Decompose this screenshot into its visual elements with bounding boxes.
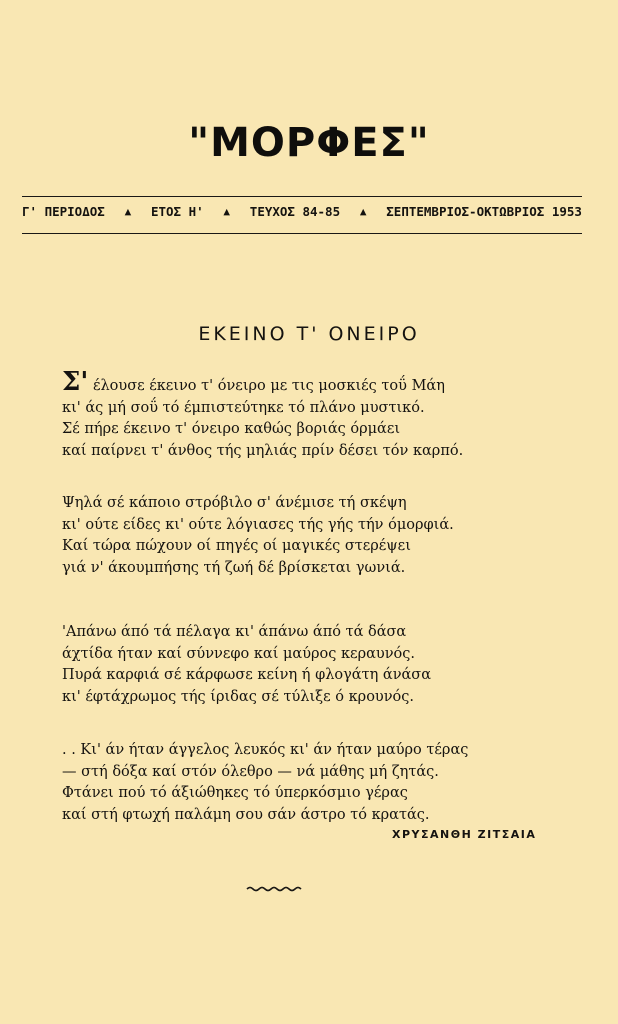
poem-line: Ψηλά σέ κάποιο στρόβιλο σ' άνέμισε τή σκέψη <box>62 495 407 511</box>
poem-line: Φτάνει πού τό άξιώθηκες τό ύπερκόσμιο γέρας <box>62 785 408 801</box>
triangle-separator-icon: ▲ <box>124 205 132 218</box>
poem-line-text: έλουσε έκεινο τ' όνειρο με τις μοσκιές τοΰ Μάη <box>92 378 445 394</box>
drop-cap: Σ' <box>62 367 89 397</box>
triangle-separator-icon: ▲ <box>359 205 367 218</box>
wave-divider-icon <box>246 884 304 894</box>
poem-line: κι' άς μή σοΰ τό έμπιστεύτηκε τό πλάνο μυστικό. <box>62 399 425 416</box>
poem-stanza-1 <box>62 367 464 462</box>
poem-line: κι' ούτε είδες κι' ούτε λόγιασες τής γής τήν όμορφιά. <box>62 516 454 533</box>
issue-date: ΣΕΠΤΕΜΒΡΙΟΣ-ΟΚΤΩΒΡΙΟΣ 1953 <box>386 204 582 219</box>
poem-line: κι' έφτάχρωμος τής ίριδας σέ τύλιξε ό κρουνός. <box>62 688 415 705</box>
header-rule-bottom <box>22 233 582 234</box>
issue-year: ΕΤΟΣ Η' <box>150 204 204 219</box>
header-rule-top <box>22 196 582 197</box>
poem-line: . . Κι' άν ήταν άγγελος λευκός κι' άν ήταν μαύρο τέρας <box>62 742 469 758</box>
poem-line: — στή δόξα καί στόν όλεθρο — νά μάθης μή ζητάς. <box>62 763 439 780</box>
triangle-separator-icon: ▲ <box>223 205 231 218</box>
poem-line: άχτίδα ήταν καί σύννεφο καί μαύρος κεραυνός. <box>62 645 415 662</box>
poem-line <box>62 367 463 398</box>
poem-title: ΕΚΕΙΝΟ Τ' ΟΝΕΙΡΟ <box>198 323 420 345</box>
poem-line: Πυρά καρφιά σέ κάρφωσε κείνη ή φλογάτη άνάσα <box>62 667 431 683</box>
issue-number: ΤΕΥΧΟΣ 84-85 <box>249 204 341 219</box>
poem-stanza-2 <box>62 493 454 579</box>
poem-line: Καί τώρα πώχουν οί πηγές οί μαγικές στερέψει <box>62 538 411 554</box>
poem-line: 'Απάνω άπό τά πέλαγα κι' άπάνω άπό τά δάσα <box>62 624 407 640</box>
issue-period: Γ' ΠΕΡΙΟΔΟΣ <box>22 204 105 219</box>
poem-line: καί παίρνει τ' άνθος τής μηλιάς πρίν δέσει τόν καρπό. <box>62 442 464 459</box>
poem-stanza-3 <box>62 622 431 708</box>
issue-info-line <box>22 204 582 219</box>
magazine-masthead: "ΜΟΡΦΕΣ" <box>188 120 430 166</box>
poem-author: ΧΡΥΣΑΝΘΗ ΖΙΤΣΑΙΑ <box>392 828 537 841</box>
poem-line: Σέ πήρε έκεινο τ' όνειρο καθώς βοριάς όρμάει <box>62 421 401 437</box>
poem-line: γιά ν' άκουμπήσης τή ζωή δέ βρίσκεται γωνιά. <box>62 559 406 576</box>
poem-stanza-4 <box>62 740 468 826</box>
poem-line: καί στή φτωχή παλάμη σου σάν άστρο τό κρατάς. <box>62 806 430 823</box>
